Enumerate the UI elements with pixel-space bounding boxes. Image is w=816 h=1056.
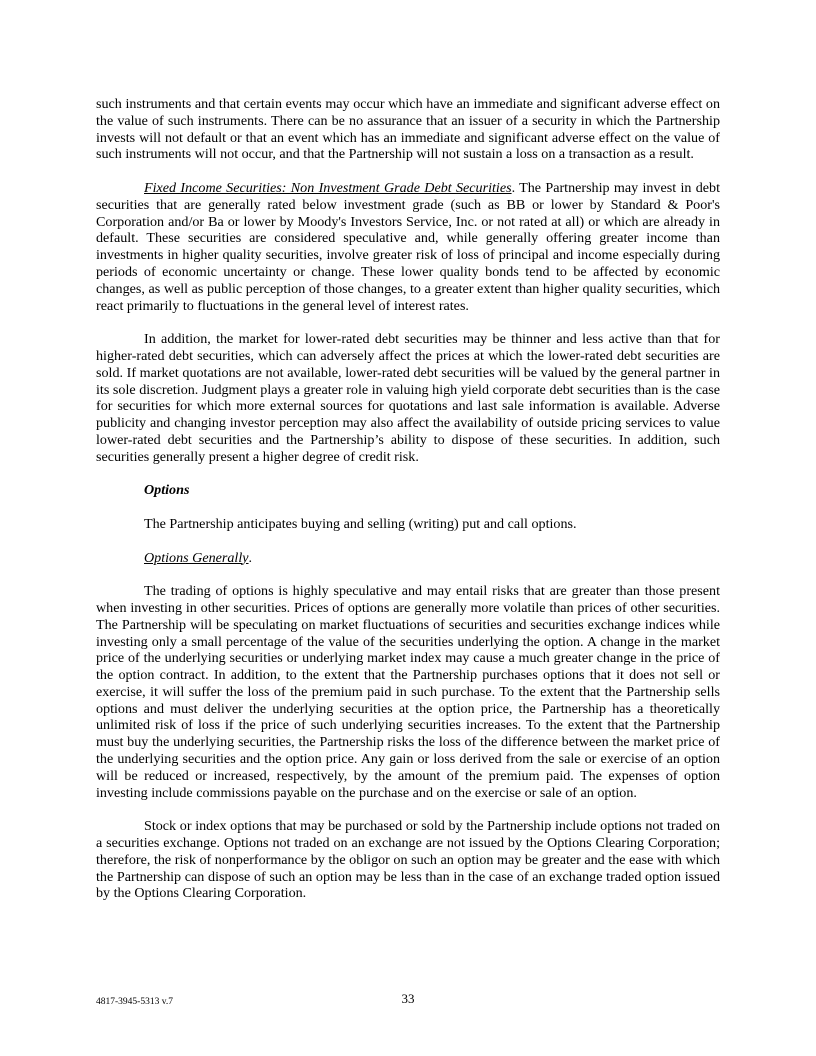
page-body bbox=[96, 96, 720, 919]
section-heading-options bbox=[96, 482, 720, 499]
heading-punctuation: . bbox=[511, 179, 516, 196]
section-heading-non-investment-grade: Fixed Income Securities: Non Investment Grade Debt Securities bbox=[144, 179, 512, 196]
paragraph-continuation: such instruments and that certain events may occur which have an immediate and significant adverse effect on the value of such instruments. There can be no assurance that an issuer of a security in which the Partnership invests will not default or that an event which has an immediate and significant adverse effect on the value of such instruments will not occur, and that the Partnership will not sustain a loss on a transaction as a result. bbox=[96, 96, 720, 163]
footer-document-id: 4817-3945-5313 v.7 bbox=[96, 997, 173, 1007]
subheading-punctuation: . bbox=[248, 549, 253, 566]
paragraph-lower-rated-market: In addition, the market for lower-rated debt securities may be thinner and less active than that for higher-rated debt securities, which can adversely affect the prices at which the lower-rated debt securities are sold. If market quotations are not available, lower-rated debt securities will be valued by the general partner in its sole discretion. Judgment plays a greater role in valuing high yield corporate debt securities than is the case for securities for which more external sources for quotations and last sale information is available. Adverse publicity and changing investor perception may also affect the availability of outside pricing services to value lower-rated debt securities and the Partnership’s ability to dispose of these securities. In addition, such securities generally present a higher degree of credit risk. bbox=[96, 331, 720, 465]
options-generally-text: Options Generally bbox=[144, 549, 249, 566]
paragraph-options-intro: The Partnership anticipates buying and selling (writing) put and call options. bbox=[144, 515, 577, 532]
paragraph-non-investment-grade bbox=[96, 180, 720, 314]
paragraph-options-trading-risk: The trading of options is highly speculative and may entail risks that are greater than those present when investing in other securities. Prices of options are generally more volatile than prices of other securities. The Partnership will be speculating on market fluctuations of securities and securities exchange indices while investing only a small percentage of the value of the securities underlying the option. A change in the market price of the underlying securities or underlying market index may cause a much greater change in the price of the option contract. In addition, to the extent that the Partnership purchases options that it does not sell or exercise, it will suffer the loss of the premium paid in such purchase. To the extent that the Partnership sells options and must deliver the underlying securities at the option price, the Partnership has a theoretically unlimited risk of loss if the price of such underlying securities increases. To the extent that the Partnership must buy the underlying securities, the Partnership risks the loss of the difference between the market price of the underlying securities and the option price. Any gain or loss derived from the sale or exercise of an option will be reduced or increased, respectively, by the amount of the premium paid. The expenses of option investing include commissions payable on the purchase and on the exercise or sale of an option. bbox=[96, 583, 720, 801]
subheading-options-generally bbox=[96, 550, 720, 567]
footer-page-number: 33 bbox=[401, 991, 415, 1006]
paragraph-text: The Partnership may invest in debt securities that are generally rated below investment grade (such as BB or lower by Standard & Poor's Corporation and/or Ba or lower by Moody's Investors Service, Inc. or not rated at all) or which are already in default. These securities are considered speculative and, while generally offering greater income than investments in higher quality securities, involve greater risk of loss of principal and income especially during periods of economic uncertainty or change. These lower quality bonds tend to be affected by economic changes, as well as public perception of those changes, to a greater extent than higher quality securities, which react primarily to fluctuations in the general level of interest rates. bbox=[96, 179, 720, 314]
options-heading-text: Options bbox=[144, 482, 190, 499]
paragraph-otc-options: Stock or index options that may be purchased or sold by the Partnership include options not traded on a securities exchange. Options not traded on an exchange are not issued by the Options Clearing Corporation; therefore, the risk of nonperformance by the obligor on such an option may be greater and the ease with which the Partnership can dispose of such an option may be less than in the case of an exchange traded option issued by the Options Clearing Corporation. bbox=[96, 818, 720, 902]
